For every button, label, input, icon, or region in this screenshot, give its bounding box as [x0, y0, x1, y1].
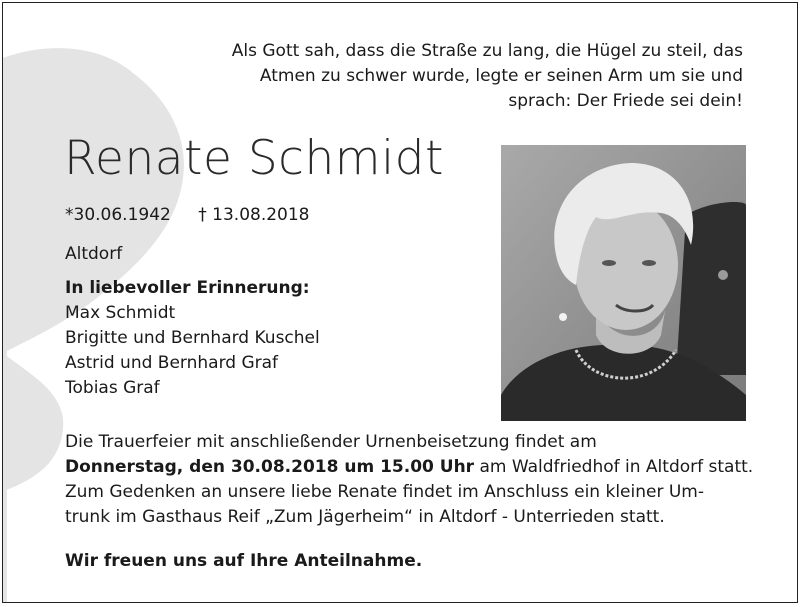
life-dates	[65, 205, 332, 225]
birth-date: *30.06.1942	[65, 205, 171, 225]
hometown: Altdorf	[65, 244, 123, 264]
mourner-name: Brigitte und Bernhard Kuschel	[65, 328, 320, 348]
mourner-name: Max Schmidt	[65, 303, 176, 323]
service-location: am Waldfriedhof in Altdorf statt.	[474, 457, 754, 477]
portrait-illustration	[501, 145, 746, 421]
portrait-photo	[501, 145, 746, 421]
service-line: Die Trauerfeier mit anschließender Urnenbeisetzung findet am	[65, 432, 597, 452]
death-date: † 13.08.2018	[198, 205, 310, 225]
deceased-name: Renate Schmidt	[64, 131, 444, 186]
service-line	[65, 455, 753, 480]
mourner-name: Astrid und Bernhard Graf	[65, 353, 279, 373]
quote-line: sprach: Der Friede sei dein!	[508, 91, 743, 111]
obituary-card	[2, 2, 798, 603]
service-line: trunk im Gasthaus Reif „Zum Jägerheim“ in Altdorf - Unterrieden statt.	[65, 507, 665, 527]
service-line: Zum Gedenken an unsere liebe Renate findet im Anschluss ein kleiner Um-	[65, 482, 705, 502]
quote-line: Atmen zu schwer wurde, legte er seinen Arm um sie und	[259, 66, 743, 86]
service-date: Donnerstag, den 30.08.2018 um 15.00 Uhr	[65, 457, 475, 477]
quote-text	[183, 39, 743, 114]
service-info	[65, 430, 753, 530]
mourners-heading: In liebevoller Erinnerung:	[65, 278, 310, 298]
quote-line: Als Gott sah, dass die Straße zu lang, die Hügel zu steil, das	[231, 41, 743, 61]
mourner-name: Tobias Graf	[65, 378, 160, 398]
closing-text: Wir freuen uns auf Ihre Anteilnahme.	[65, 551, 423, 571]
mourners-list	[65, 276, 320, 401]
